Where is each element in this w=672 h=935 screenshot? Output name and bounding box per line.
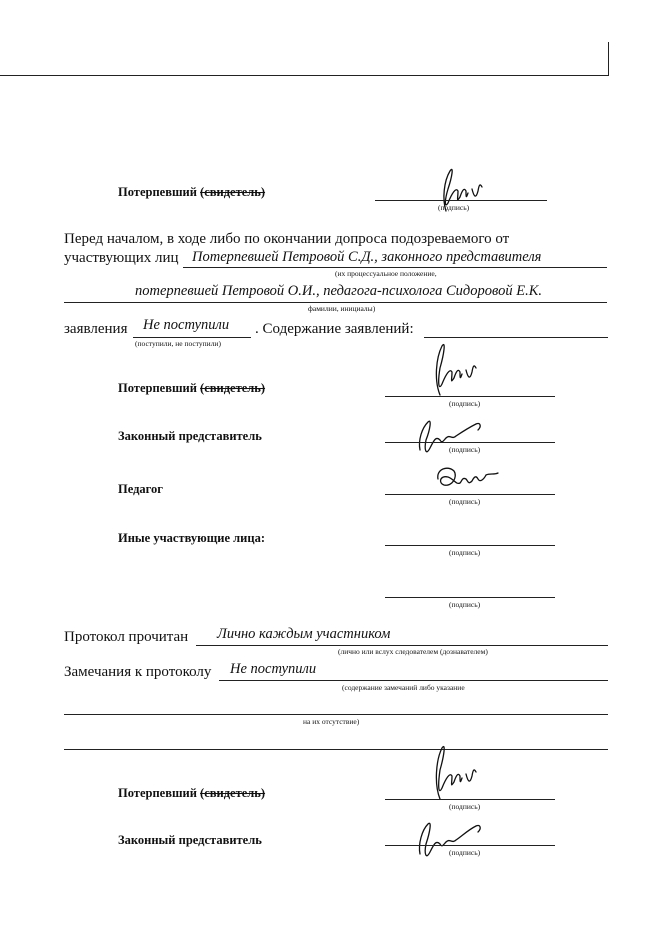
protocol-read-caption: (лично или вслух следователем (дознавателем) — [338, 647, 488, 656]
remarks-caption-1: (содержание замечаний либо указание — [342, 683, 465, 692]
sig-others-line-1 — [385, 545, 555, 546]
final-victim-label: Потерпевший (свидетель) — [118, 786, 266, 800]
statements-line — [133, 337, 251, 338]
final-legal-rep-label: Законный представитель — [118, 833, 262, 847]
victim-label: Потерпевший (свидетель) — [118, 185, 266, 199]
remarks-line-2 — [64, 714, 608, 715]
final-victim-signature-image — [422, 742, 502, 804]
sig-teacher-caption: (подпись) — [449, 497, 481, 506]
remarks-label: Замечания к протоколу — [64, 664, 212, 680]
statements-content-line — [424, 337, 608, 338]
sig-others-line-2 — [385, 597, 555, 598]
victim-signature-caption: (подпись) — [438, 203, 470, 212]
protocol-read-label: Протокол прочитан — [64, 629, 189, 645]
sig-teacher-image — [428, 463, 508, 498]
sig-others-label: Иные участвующие лица: — [118, 531, 265, 545]
remarks-value: Не поступили — [230, 661, 317, 677]
sig-victim-label: Потерпевший (свидетель) — [118, 381, 266, 395]
final-victim-line — [385, 799, 555, 800]
participants-line-2 — [64, 302, 607, 303]
remarks-line — [219, 680, 608, 681]
statements-prefix: заявления — [64, 321, 128, 337]
top-rule — [0, 75, 609, 76]
sig-legal-rep-line — [385, 442, 555, 443]
sig-legal-rep-label: Законный представитель — [118, 429, 262, 443]
participants-line — [183, 267, 607, 268]
top-rule-end — [608, 42, 609, 76]
sig-legal-rep-caption: (подпись) — [449, 445, 481, 454]
statements-caption: (поступили, не поступили) — [135, 339, 221, 348]
sig-victim-line — [385, 396, 555, 397]
protocol-read-value: Лично каждым участником — [217, 626, 391, 642]
remarks-line-3 — [64, 749, 608, 750]
final-legal-rep-line — [385, 845, 555, 846]
participants-caption: (их процессуальное положение, — [335, 269, 437, 278]
sig-others-caption-2: (подпись) — [449, 600, 481, 609]
statements-content-label: . Содержание заявлений: — [255, 321, 414, 337]
final-victim-caption: (подпись) — [449, 802, 481, 811]
participants-value-2: потерпевшей Петровой О.И., педагога-психолога Сидоровой Е.К. — [135, 283, 542, 299]
sig-others-caption-1: (подпись) — [449, 548, 481, 557]
participants-caption-2: фамилии, инициалы) — [308, 304, 376, 313]
sig-teacher-label: Педагог — [118, 482, 163, 496]
protocol-read-line — [196, 645, 608, 646]
victim-signature-line — [375, 200, 547, 201]
statements-value: Не поступили — [143, 317, 230, 333]
remarks-caption-2: на их отсутствие) — [303, 717, 360, 726]
sig-victim-caption: (подпись) — [449, 399, 481, 408]
final-legal-rep-caption: (подпись) — [449, 848, 481, 857]
sig-teacher-line — [385, 494, 555, 495]
participants-value: Потерпевшей Петровой С.Д., законного представителя — [192, 249, 542, 265]
sig-victim-image — [422, 340, 502, 400]
statement-line2-prefix: участвующих лиц — [64, 250, 179, 266]
statement-line1: Перед началом, в ходе либо по окончании допроса подозреваемого от — [64, 231, 510, 247]
